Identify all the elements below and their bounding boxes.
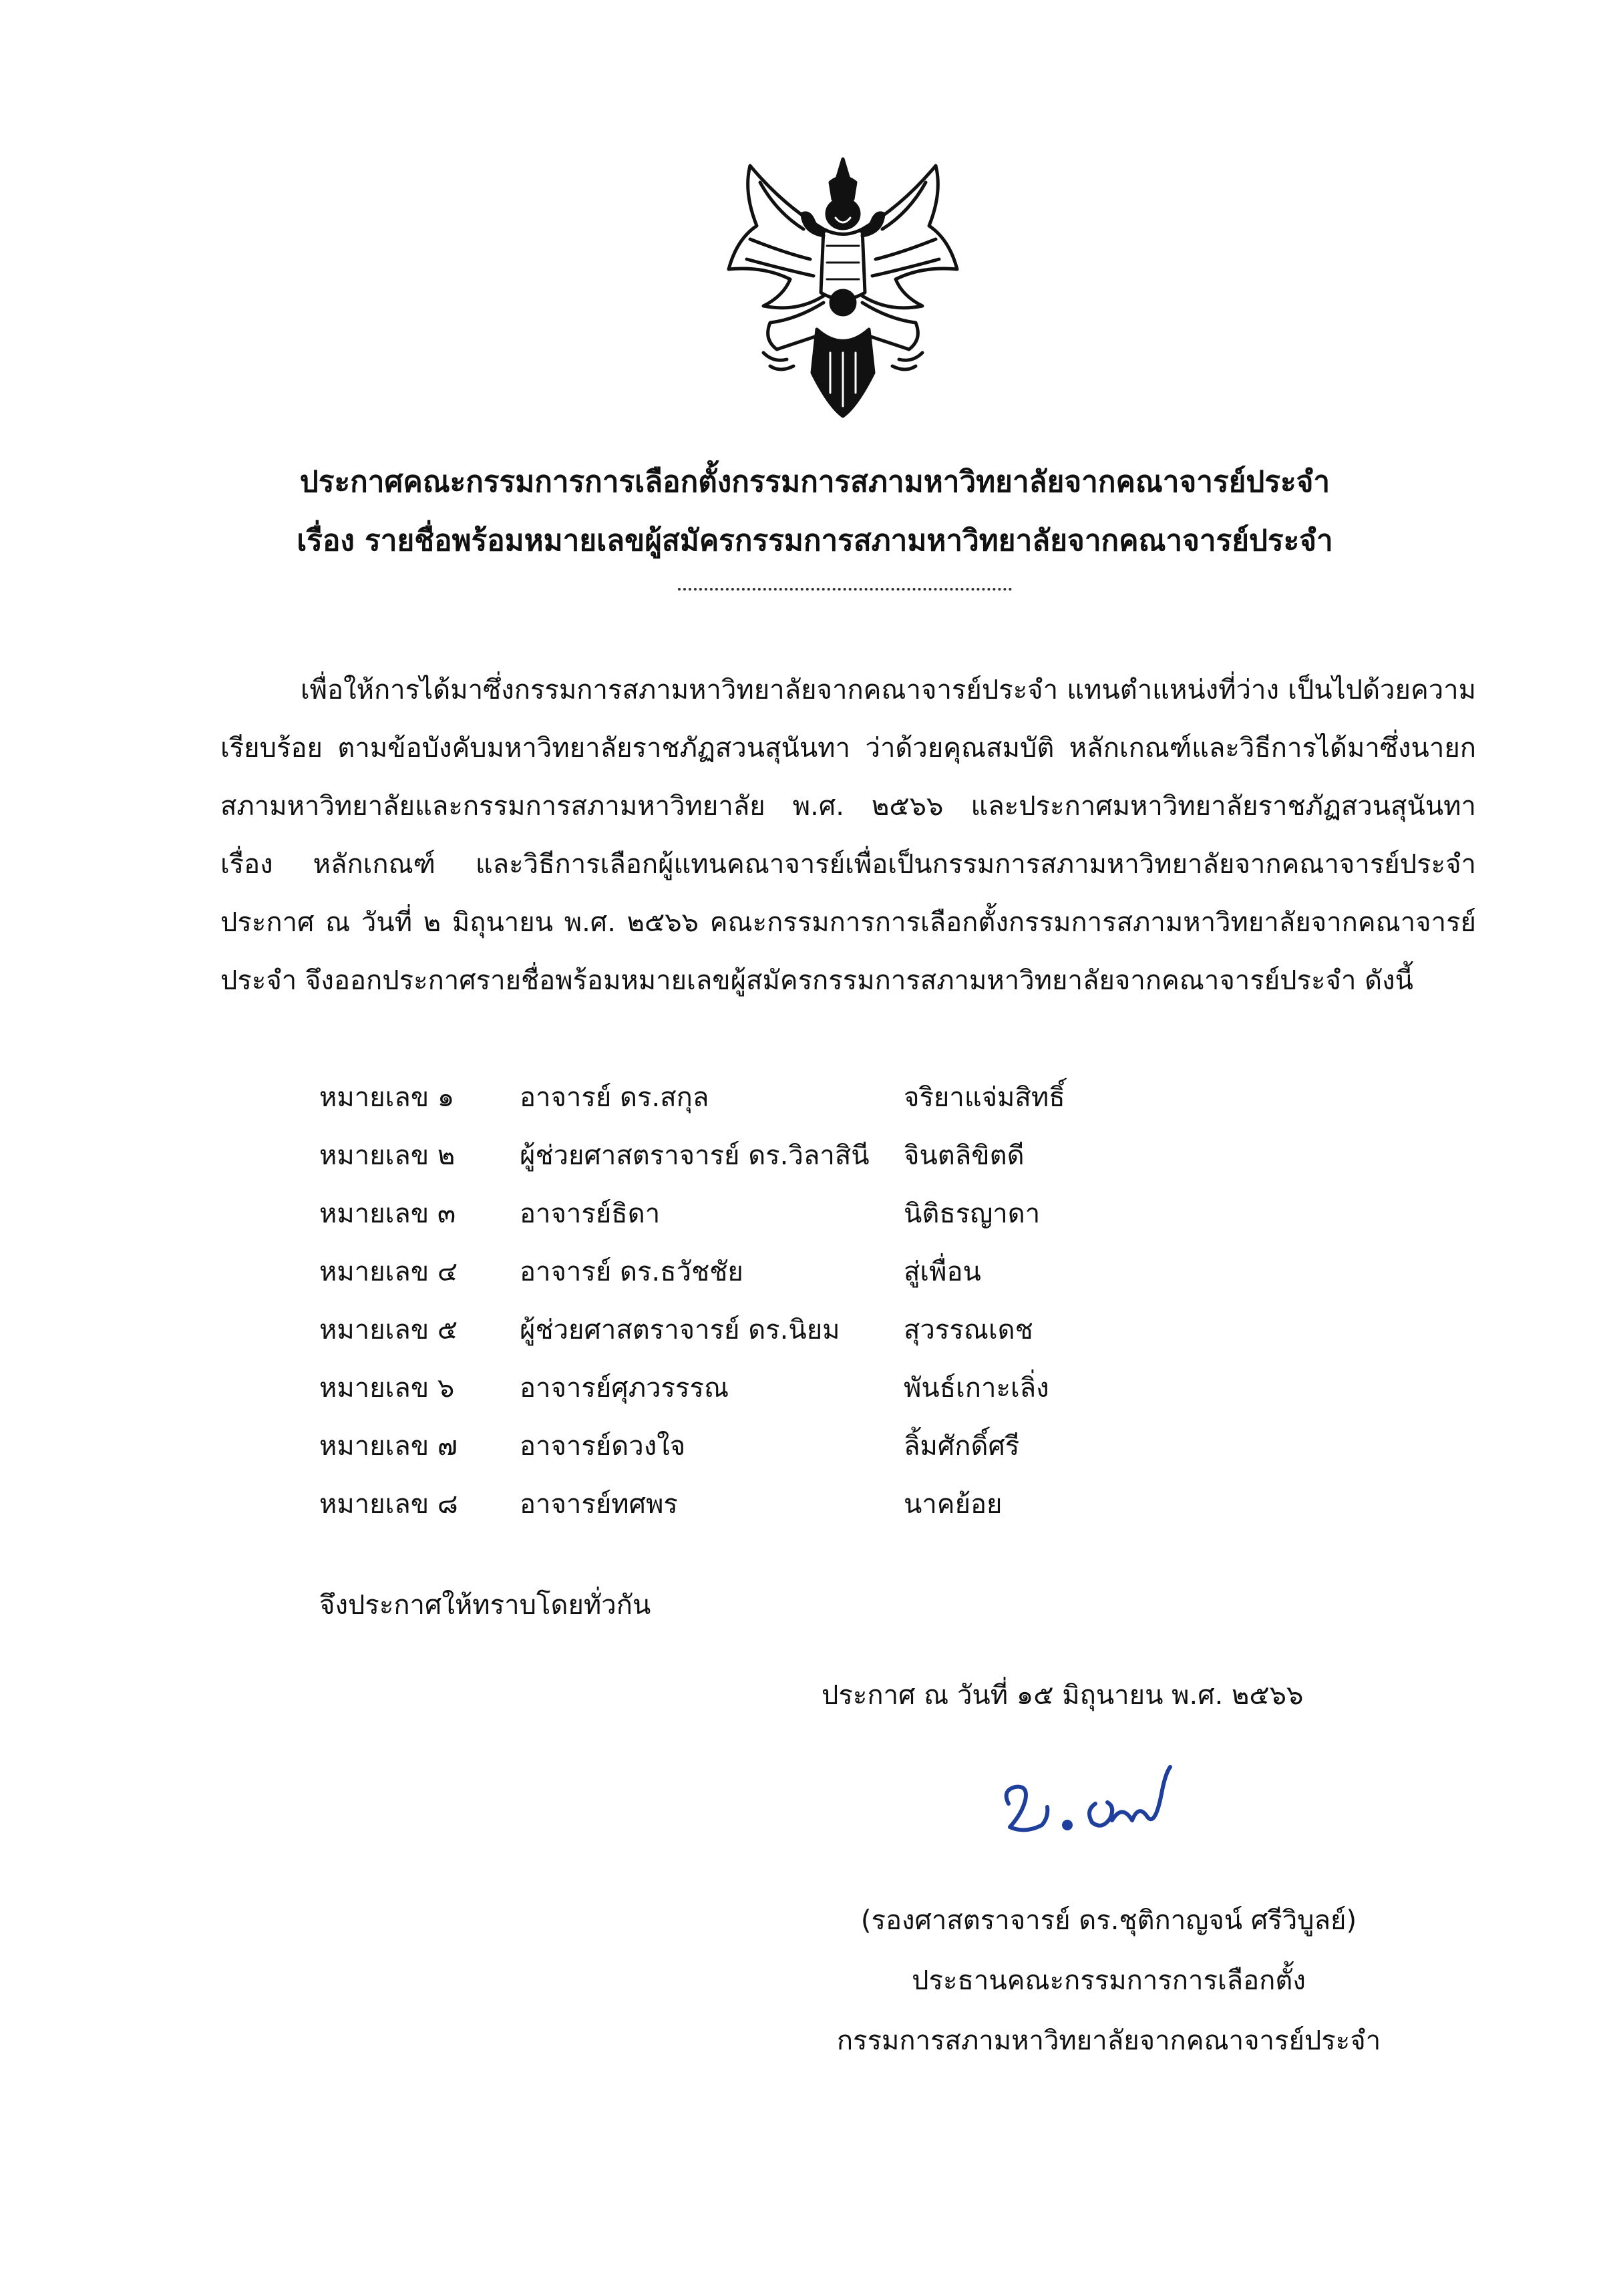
signatory-name: (รองศาสตราจารย์ ดร.ชุติกาญจน์ ศรีวิบูลย์) [860,1905,1357,1936]
announcement-title: ประกาศคณะกรรมการการเลือกตั้งกรรมการสภามหาวิทยาลัยจากคณาจารย์ประจำ [299,465,1330,499]
candidate-first-name: อาจารย์ ดร.ธวัชชัย [520,1257,743,1287]
candidate-number: หมายเลข ๕ [319,1315,458,1345]
candidate-last-name: พันธ์เกาะเลิ่ง [904,1373,1049,1404]
candidate-last-name: ลิ้มศักดิ์ศรี [904,1431,1020,1462]
candidate-number: หมายเลข ๗ [319,1431,458,1462]
signatory-position: ประธานคณะกรรมการการเลือกตั้ง [912,1965,1306,1996]
candidate-last-name: นิติธรญาดา [904,1198,1041,1229]
candidate-row [319,1069,1254,1127]
candidate-last-name: สุวรรณเดช [904,1315,1033,1345]
garuda-emblem-icon [723,152,962,420]
candidate-row [319,1243,1254,1301]
candidate-number: หมายเลข ๖ [319,1373,455,1404]
handwritten-signature [995,1764,1189,1850]
closing-statement: จึงประกาศให้ทราบโดยทั่วกัน [319,1590,651,1621]
candidate-row [319,1301,1254,1359]
candidate-row [319,1127,1254,1185]
candidate-number: หมายเลข ๔ [319,1257,458,1287]
dotted-divider [678,588,1012,591]
announcement-body-paragraph: เพื่อให้การได้มาซึ่งกรรมการสภามหาวิทยาลัยจากคณาจารย์ประจำ แทนตำแหน่งที่ว่าง เป็นไปด้วยความเรียบร้อย ตามข้อบังคับมหาวิทยาลัยราชภัฏสวนสุนันทา ว่าด้วยคุณสมบัติ หลักเกณฑ์และวิธีการได้มาซึ่งนายกสภามหาวิทยาลัยและกรรมการสภามหาวิทยาลัย พ.ศ. ๒๕๖๖ และประกาศมหาวิทยาลัยราชภัฏสวนสุนันทา เรื่อง หลักเกณฑ์ และวิธีการเลือกผู้แทนคณาจารย์เพื่อเป็นกรรมการสภามหาวิทยาลัยจากคณาจารย์ประจำ ประกาศ ณ วันที่ ๒ มิถุนายน พ.ศ. ๒๕๖๖ คณะกรรมการการเลือกตั้งกรรมการสภามหาวิทยาลัยจากคณาจารย์ประจำ จึงออกประกาศรายชื่อพร้อมหมายเลขผู้สมัครกรรมการสภามหาวิทยาลัยจากคณาจารย์ประจำ ดังนี้ [220,675,1476,996]
candidate-first-name: ผู้ช่วยศาสตราจารย์ ดร.วิลาสินี [520,1140,870,1171]
candidate-row [319,1418,1254,1476]
announcement-date: ประกาศ ณ วันที่ ๑๕ มิถุนายน พ.ศ. ๒๕๖๖ [822,1680,1304,1711]
candidate-number: หมายเลข ๑ [319,1082,455,1113]
candidate-number: หมายเลข ๓ [319,1198,456,1229]
candidate-first-name: อาจารย์ ดร.สกุล [520,1082,709,1113]
candidate-first-name: อาจารย์ทศพร [520,1489,678,1520]
candidate-list [319,1069,1254,1534]
candidate-last-name: จินตลิขิตดี [904,1140,1025,1171]
signatory-committee: กรรมการสภามหาวิทยาลัยจากคณาจารย์ประจำ [836,2025,1381,2056]
signatory-block [761,1891,1456,2071]
candidate-first-name: อาจารย์ศุภวรรรณ [520,1373,729,1404]
candidate-number: หมายเลข ๘ [319,1489,458,1520]
candidate-first-name: อาจารย์ดวงใจ [520,1431,686,1462]
candidate-first-name: อาจารย์ธิดา [520,1198,661,1229]
candidate-number: หมายเลข ๒ [319,1140,456,1171]
candidate-row [319,1185,1254,1243]
candidate-row [319,1476,1254,1534]
candidate-last-name: สู่เพื่อน [904,1257,981,1287]
announcement-subject: เรื่อง รายชื่อพร้อมหมายเลขผู้สมัครกรรมการสภามหาวิทยาลัยจากคณาจารย์ประจำ [297,524,1333,558]
candidate-row [319,1359,1254,1418]
candidate-last-name: จริยาแจ่มสิทธิ์ [904,1082,1065,1113]
candidate-last-name: นาคย้อย [904,1489,1003,1520]
candidate-first-name: ผู้ช่วยศาสตราจารย์ ดร.นิยม [520,1315,840,1345]
